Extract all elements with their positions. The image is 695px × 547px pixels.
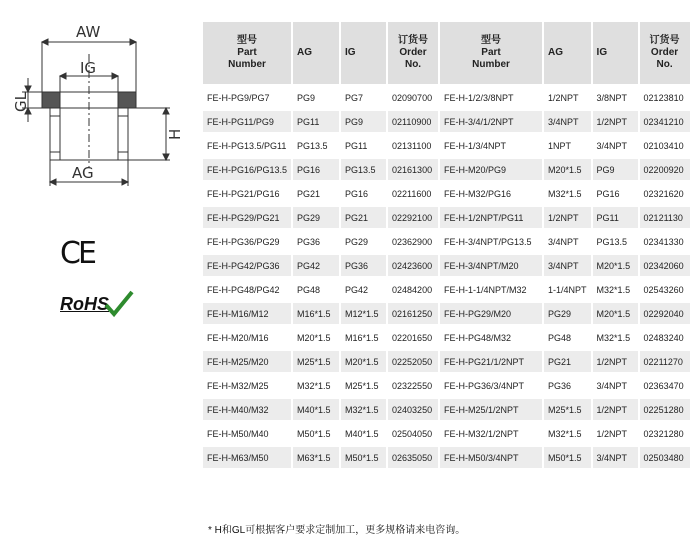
cell-order-no: 02201650 [392,332,433,343]
ce-mark: CE [60,236,94,271]
cell-order-no-2: 02292040 [640,303,690,324]
cell-order-no-2: 02103410 [643,140,684,151]
cell-order-no-2: 02321620 [643,188,684,199]
parts-table [201,19,692,471]
cell-ig: PG11 [345,140,368,151]
table-row [203,135,690,156]
cell-ag: M16*1.5 [293,303,339,324]
cell-ag: M40*1.5 [293,399,339,420]
aw-label: AW [76,23,101,41]
table-row [203,183,690,204]
cell-order-no-2: 02121130 [640,207,690,228]
cell-part-number: FE-H-M32/M25 [207,380,269,391]
cell-part-number: FE-H-PG36/PG29 [207,236,280,247]
cell-ag: PG48 [297,284,321,295]
cell-part-number: FE-H-PG13.5/PG11 [207,140,287,151]
cell-ig-2: 1/2NPT [596,428,628,439]
cell-ig-2: PG11 [593,207,638,228]
table-row [203,207,690,228]
table-row [203,255,690,276]
cell-ag: PG13.5 [297,140,328,151]
cell-part-number-2: FE-H-1/2NPT/PG11 [440,207,542,228]
cell-part-number-2: FE-H-1/3/4NPT [444,140,507,151]
cell-ag: PG9 [297,92,316,103]
header-ag: AG [293,22,339,84]
cell-ig-2: 1/2NPT [593,399,638,420]
cell-part-number-2: FE-H-M32/1/2NPT [444,428,519,439]
cell-order-no: 02090700 [392,92,433,103]
cell-ag-2: PG48 [548,332,572,343]
cell-part-number: FE-H-M25/M20 [203,351,291,372]
cell-ag-2: M25*1.5 [544,399,591,420]
cell-ag-2: M50*1.5 [544,447,591,468]
cell-ig-2: M32*1.5 [596,284,631,295]
cell-order-no-2: 02483240 [643,332,684,343]
table-row [203,327,690,348]
cell-part-number-2: FE-H-M25/1/2NPT [440,399,542,420]
cell-part-number-2: FE-H-PG29/M20 [440,303,542,324]
cell-ig-2: M32*1.5 [596,332,631,343]
cell-order-no-2: 02251280 [640,399,690,420]
cell-ag-2: 3/4NPT [544,255,591,276]
table-row [203,423,690,444]
cell-ig: M16*1.5 [345,332,379,343]
cell-ig-2: 1/2NPT [593,111,638,132]
cell-order-no-2: 02341330 [643,236,684,247]
cell-ag: M25*1.5 [293,351,339,372]
cell-ig: PG42 [345,284,369,295]
cell-ag: PG36 [297,236,321,247]
cell-ig: PG13.5 [341,159,386,180]
table-row [203,159,690,180]
gl-label: GL [12,92,30,112]
cell-ag-2: 3/4NPT [548,236,579,247]
cell-part-number-2: FE-H-PG36/3/4NPT [444,380,525,391]
cell-order-no: 02161250 [388,303,438,324]
cell-order-no: 02484200 [392,284,433,295]
cell-ag-2: M32*1.5 [548,188,582,199]
cell-ig-2: PG13.5 [596,236,628,247]
cell-order-no-2: 02341210 [640,111,690,132]
header-ag-2: AG [544,22,591,84]
cell-part-number: FE-H-PG42/PG36 [203,255,291,276]
h-label: H [166,128,184,140]
cell-ig: PG9 [341,111,386,132]
cell-ag: M32*1.5 [297,380,331,391]
table-row [203,111,690,132]
cell-part-number-2: FE-H-3/4/1/2NPT [440,111,542,132]
cell-part-number: FE-H-PG21/PG16 [207,188,280,199]
cell-order-no-2: 02123810 [643,92,684,103]
cell-ag-2: 1-1/4NPT [548,284,587,295]
rohs-mark [60,292,140,326]
header-ig: IG [341,22,386,84]
header-part-number: 型号 Part Number [203,22,291,84]
cell-part-number-2: FE-H-PG21/1/2NPT [440,351,542,372]
cell-ig: PG36 [341,255,386,276]
rohs-text: RoHS [60,294,109,314]
cell-ig-2: M20*1.5 [593,303,638,324]
cell-part-number-2: FE-H-1/2/3/8NPT [444,92,514,103]
cell-part-number: FE-H-M50/M40 [207,428,269,439]
cell-part-number-2: FE-H-M50/3/4NPT [440,447,542,468]
cell-order-no-2: 02200920 [640,159,690,180]
table-row [203,231,690,252]
cell-ig: PG21 [341,207,386,228]
cell-ig: M25*1.5 [345,380,379,391]
table-row [203,87,690,108]
cell-ig: PG7 [345,92,364,103]
cell-part-number: FE-H-PG48/PG42 [207,284,280,295]
cell-order-no-2: 02503480 [640,447,690,468]
table-row [203,375,690,396]
table-header-row [203,22,690,84]
cell-ag: M50*1.5 [297,428,331,439]
table-row [203,447,690,468]
cell-ag-2: 1/2NPT [544,207,591,228]
cell-part-number-2: FE-H-3/4NPT/PG13.5 [444,236,532,247]
header-part-number-2: 型号 Part Number [440,22,542,84]
cell-ig-2: 3/8NPT [596,92,628,103]
cell-order-no-2: 02211270 [640,351,690,372]
header-order-no: 订货号 Order No. [388,22,438,84]
cell-part-number-2: FE-H-1-1/4NPT/M32 [444,284,527,295]
header-ig-2: IG [593,22,638,84]
cell-order-no: 02131100 [392,140,432,151]
cell-ag-2: 1/2NPT [548,92,579,103]
cell-part-number: FE-H-M20/M16 [207,332,269,343]
cell-part-number: FE-H-PG29/PG21 [203,207,291,228]
table-row [203,303,690,324]
cell-part-number-2: FE-H-M32/PG16 [444,188,512,199]
cell-ig-2: 3/4NPT [593,447,638,468]
ig-label: IG [80,59,97,77]
cell-order-no: 02292100 [388,207,438,228]
cell-ig-2: 1/2NPT [593,351,638,372]
header-order-no-2: 订货号 Order No. [640,22,690,84]
cell-order-no: 02252050 [388,351,438,372]
cell-ig: M20*1.5 [341,351,386,372]
cell-ig-2: M20*1.5 [593,255,638,276]
table-row [203,279,690,300]
cell-ag: M20*1.5 [297,332,331,343]
cell-order-no: 02635050 [388,447,438,468]
cell-ag: PG21 [297,188,321,199]
footnote: * H和GL可根据客户要求定制加工，更多规格请来电咨询。 [208,525,466,536]
cell-ig-2: PG16 [596,188,620,199]
cell-ig: PG16 [345,188,369,199]
cell-ag-2: PG21 [544,351,591,372]
cell-ag-2: M32*1.5 [548,428,582,439]
cell-ig-2: PG9 [593,159,638,180]
cell-ag-2: 1NPT [548,140,572,151]
cell-part-number: FE-H-M40/M32 [203,399,291,420]
cell-part-number: FE-H-M16/M12 [203,303,291,324]
cell-order-no: 02110900 [388,111,438,132]
cell-order-no: 02403250 [388,399,438,420]
cell-order-no-2: 02363470 [643,380,684,391]
cell-ag: PG16 [293,159,339,180]
cell-ig: PG29 [345,236,369,247]
cell-part-number-2: FE-H-3/4NPT/M20 [440,255,542,276]
cell-order-no: 02504050 [392,428,433,439]
cell-part-number-2: FE-H-PG48/M32 [444,332,512,343]
cell-order-no: 02423600 [388,255,438,276]
cell-ag: M63*1.5 [293,447,339,468]
cell-ig: M32*1.5 [341,399,386,420]
cell-order-no: 02211600 [392,188,432,199]
cell-order-no: 02161300 [388,159,438,180]
cell-part-number-2: FE-H-M20/PG9 [440,159,542,180]
cell-order-no: 02322550 [392,380,433,391]
cell-part-number: FE-H-PG9/PG7 [207,92,270,103]
cell-ag: PG11 [293,111,339,132]
cell-part-number: FE-H-PG11/PG9 [203,111,291,132]
table-body [203,87,690,468]
cell-order-no: 02362900 [392,236,433,247]
ag-label: AG [72,164,94,182]
cell-ig: M40*1.5 [345,428,379,439]
cell-ig-2: 3/4NPT [596,140,628,151]
cell-ag-2: PG36 [548,380,572,391]
cell-part-number: FE-H-M63/M50 [203,447,291,468]
cell-ig-2: 3/4NPT [596,380,628,391]
cell-ag: PG29 [293,207,339,228]
cell-order-no-2: 02321280 [643,428,684,439]
cell-order-no-2: 02342060 [640,255,690,276]
left-panel [0,0,200,547]
cell-ig: M12*1.5 [341,303,386,324]
cell-ag-2: 3/4NPT [544,111,591,132]
cell-ag-2: M20*1.5 [544,159,591,180]
table-row [203,399,690,420]
cell-ag-2: PG29 [544,303,591,324]
cell-part-number: FE-H-PG16/PG13.5 [203,159,291,180]
cell-order-no-2: 02543260 [643,284,684,295]
technical-drawing [6,18,186,188]
checkmark-icon [104,290,134,318]
table-row [203,351,690,372]
cell-ig: M50*1.5 [341,447,386,468]
cell-ag: PG42 [293,255,339,276]
